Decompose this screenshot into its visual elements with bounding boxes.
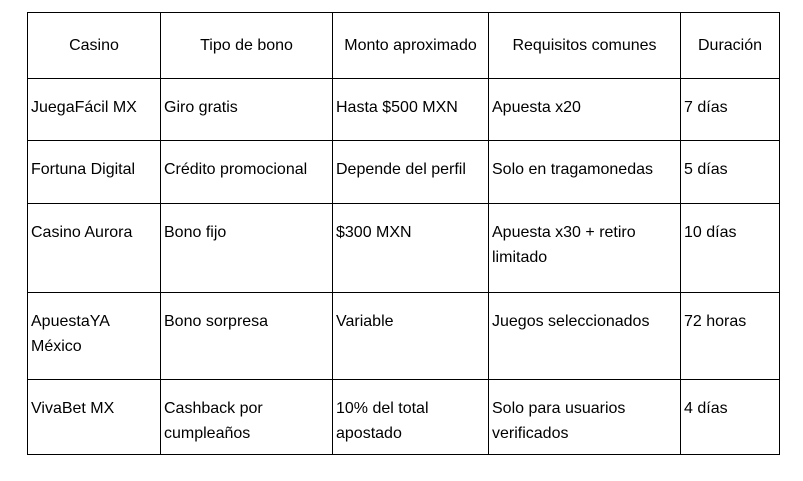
cell-duration: 10 días (681, 204, 780, 293)
cell-amount: $300 MXN (333, 204, 489, 293)
table-row (28, 79, 780, 141)
cell-casino: ApuestaYA México (28, 293, 161, 380)
cell-casino: Casino Aurora (28, 204, 161, 293)
cell-amount: Depende del perfil (333, 141, 489, 204)
table-row (28, 293, 780, 380)
header-amount: Monto aproximado (333, 13, 489, 79)
cell-requirements: Solo para usuarios verificados (489, 380, 681, 455)
header-duration: Duración (681, 13, 780, 79)
cell-requirements: Apuesta x20 (489, 79, 681, 141)
cell-casino: Fortuna Digital (28, 141, 161, 204)
table-row (28, 380, 780, 455)
table-row (28, 141, 780, 204)
cell-requirements: Solo en tragamonedas (489, 141, 681, 204)
cell-requirements: Apuesta x30 + retiro limitado (489, 204, 681, 293)
cell-requirements: Juegos seleccionados (489, 293, 681, 380)
cell-amount: Variable (333, 293, 489, 380)
cell-casino: JuegaFácil MX (28, 79, 161, 141)
cell-bonus-type: Giro gratis (161, 79, 333, 141)
cell-amount: Hasta $500 MXN (333, 79, 489, 141)
cell-bonus-type: Crédito promocional (161, 141, 333, 204)
header-requirements: Requisitos comunes (489, 13, 681, 79)
cell-casino: VivaBet MX (28, 380, 161, 455)
table-row (28, 204, 780, 293)
cell-duration: 5 días (681, 141, 780, 204)
cell-duration: 72 horas (681, 293, 780, 380)
cell-duration: 4 días (681, 380, 780, 455)
cell-bonus-type: Bono fijo (161, 204, 333, 293)
cell-amount: 10% del total apostado (333, 380, 489, 455)
cell-duration: 7 días (681, 79, 780, 141)
header-row (28, 13, 780, 79)
bonus-comparison-table (27, 12, 780, 455)
cell-bonus-type: Bono sorpresa (161, 293, 333, 380)
cell-bonus-type: Cashback por cumpleaños (161, 380, 333, 455)
header-bonus-type: Tipo de bono (161, 13, 333, 79)
header-casino: Casino (28, 13, 161, 79)
